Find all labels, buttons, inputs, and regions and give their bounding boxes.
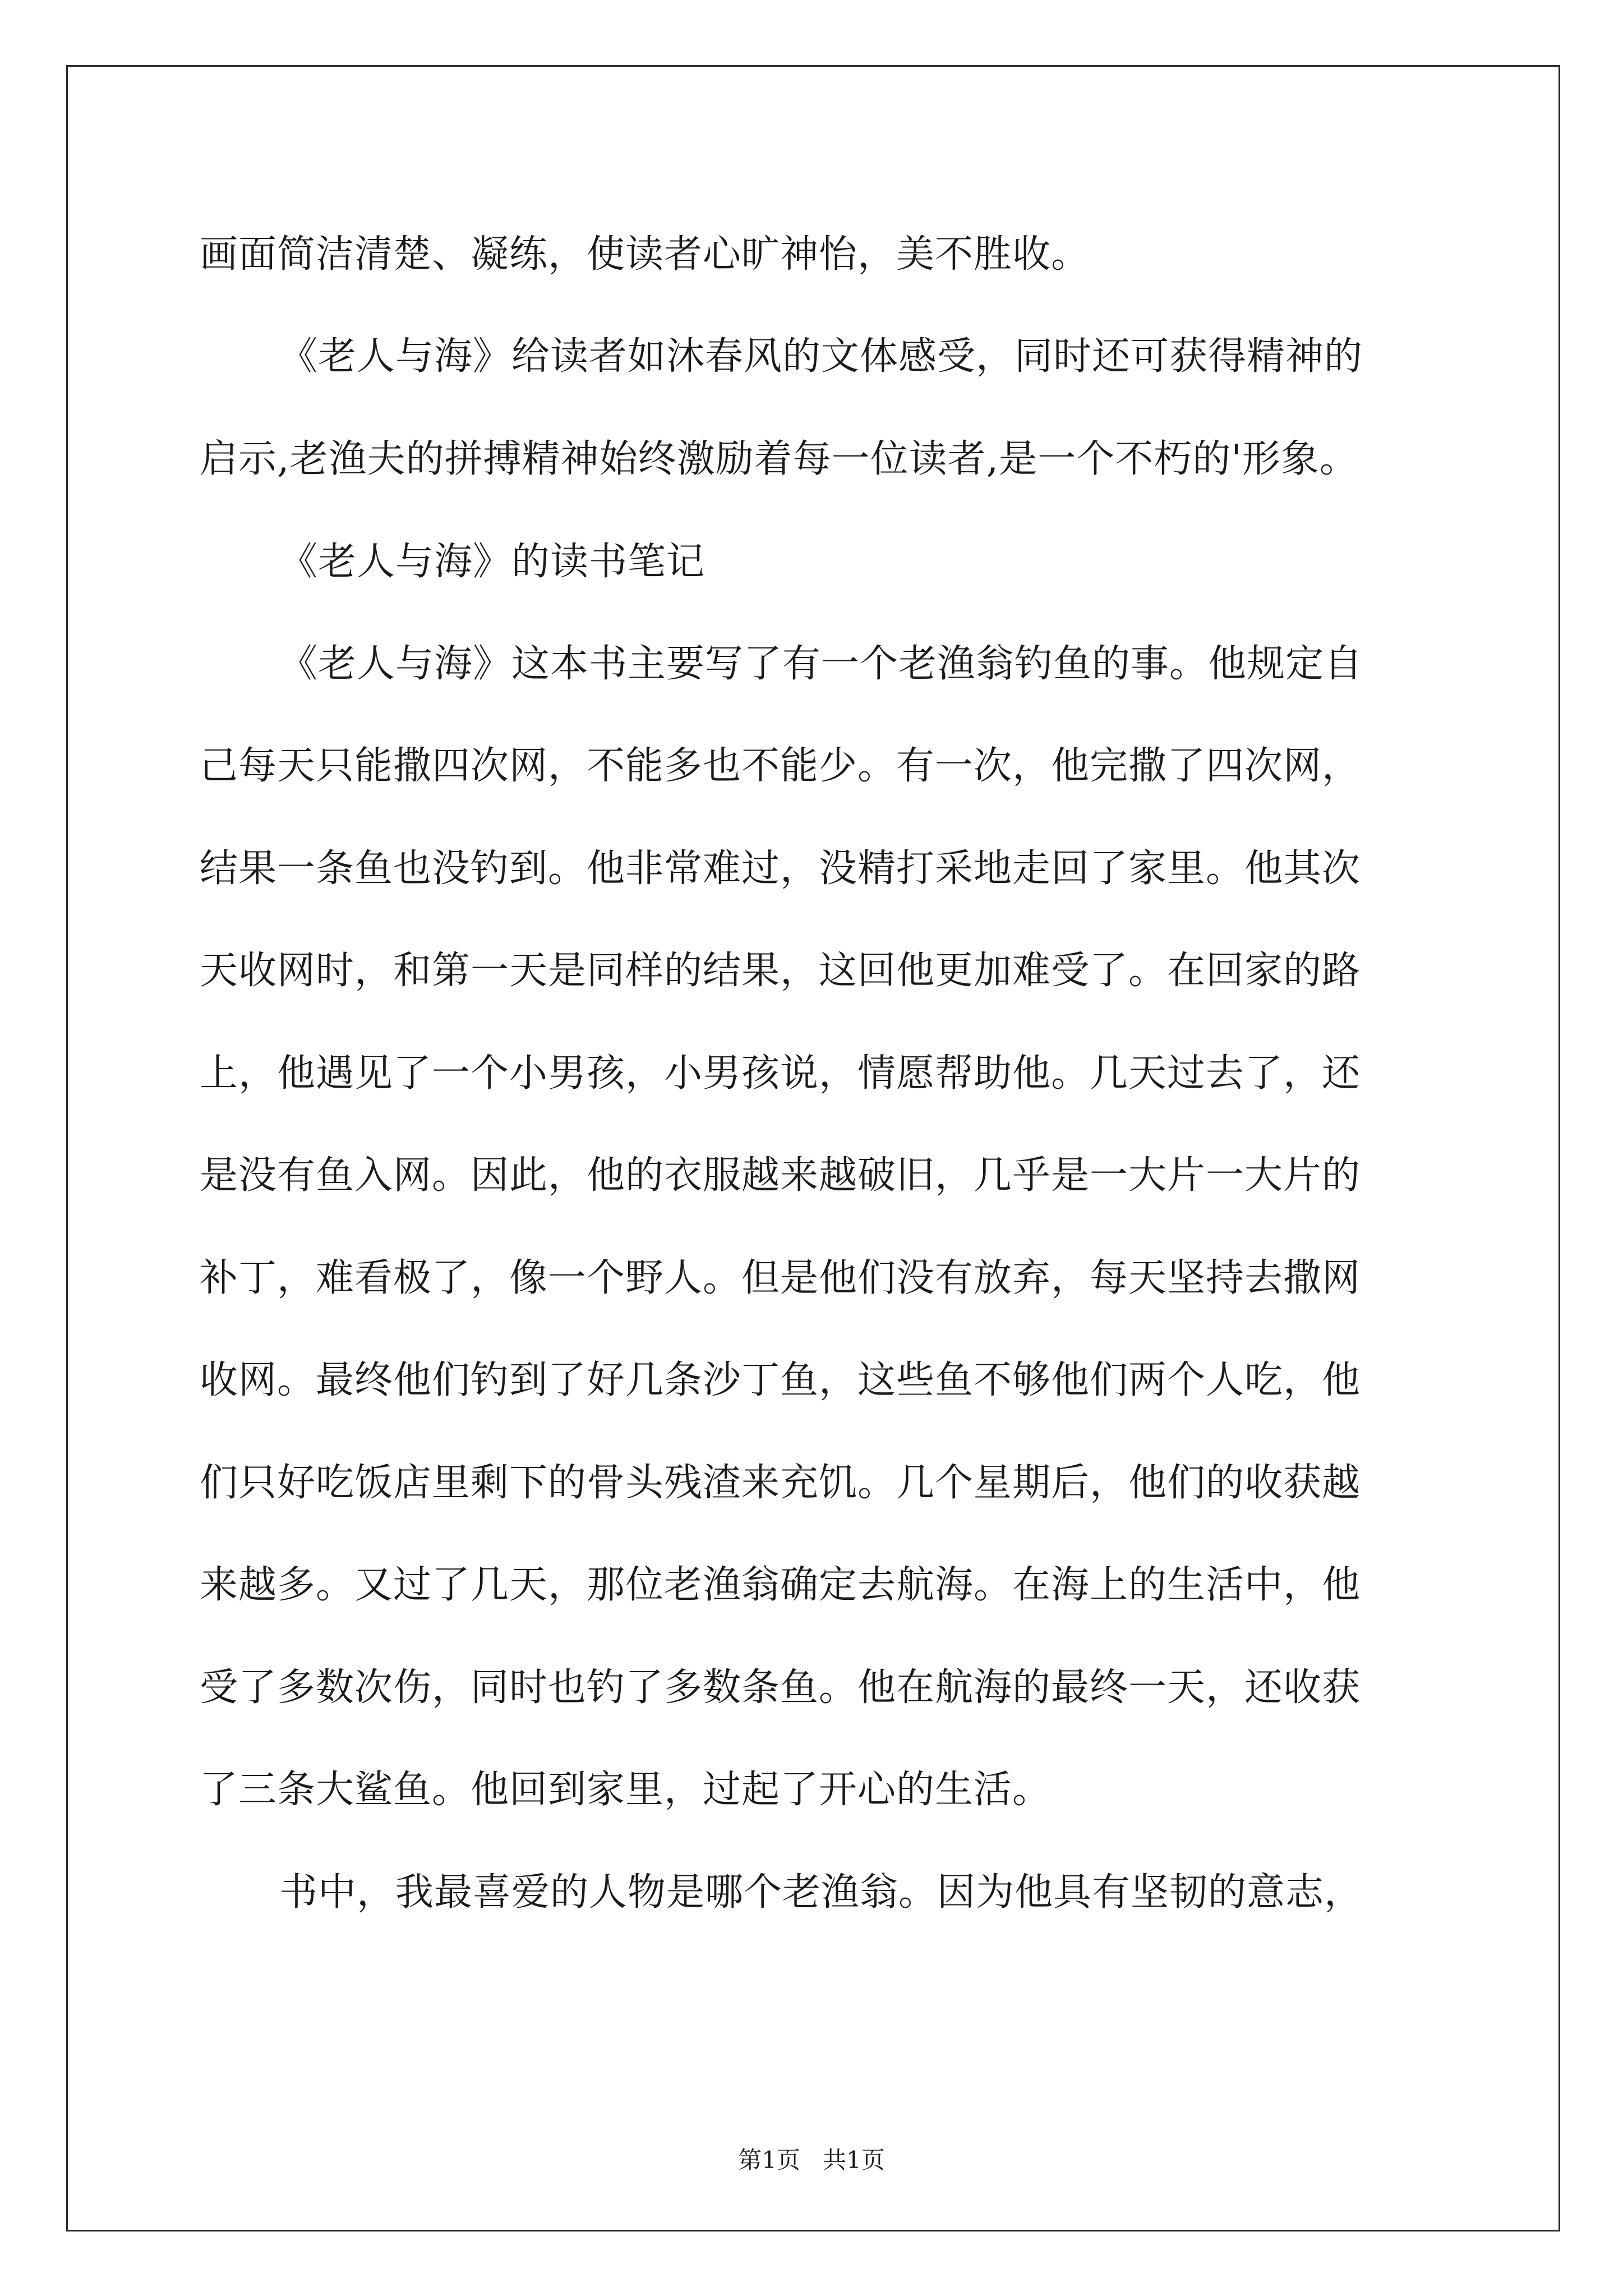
text-line: 收网。最终他们钓到了好几条沙丁鱼，这些鱼不够他们两个人吃，他 (200, 1358, 1361, 1402)
text-line: 来越多。又过了几天，那位老渔翁确定去航海。在海上的生活中，他 (200, 1563, 1361, 1607)
text-line: 启示,老渔夫的拼搏精神始终激励着每一位读者,是一个不朽的'形象。 (200, 437, 1358, 481)
text-line: 了三条大鲨鱼。他回到家里，过起了开心的生活。 (200, 1768, 1052, 1812)
page-number-footer: 第1页 共1页 (738, 2146, 885, 2174)
text-line: 画面简洁清楚、凝练，使读者心旷神怡，美不胜收。 (200, 232, 1090, 277)
text-line: 结果一条鱼也没钓到。他非常难过，没精打采地走回了家里。他其次 (200, 846, 1361, 891)
text-line: 己每天只能撒四次网，不能多也不能少。有一次，他完撒了四次网， (200, 744, 1361, 788)
text-line: 上，他遇见了一个小男孩，小男孩说，情愿帮助他。几天过去了，还 (200, 1051, 1361, 1096)
text-line: 受了多数次伤，同时也钓了多数条鱼。他在航海的最终一天，还收获 (200, 1665, 1361, 1710)
text-line: 《老人与海》给读者如沐春风的文体感受，同时还可获得精神的 (279, 334, 1363, 379)
text-line: 们只好吃饭店里剩下的骨头残渣来充饥。几个星期后，他们的收获越 (200, 1461, 1361, 1505)
text-line: 《老人与海》这本书主要写了有一个老渔翁钓鱼的事。他规定自 (279, 642, 1363, 686)
text-line: 补丁，难看极了，像一个野人。但是他们没有放弃，每天坚持去撒网 (200, 1256, 1361, 1300)
section-heading: 《老人与海》的读书笔记 (279, 540, 706, 584)
text-line: 是没有鱼入网。因此，他的衣服越来越破旧，几乎是一大片一大片的 (200, 1153, 1361, 1198)
text-line: 天收网时，和第一天是同样的结果，这回他更加难受了。在回家的路 (200, 949, 1361, 993)
text-line: 书中，我最喜爱的人物是哪个老渔翁。因为他具有坚韧的意志， (279, 1870, 1363, 1915)
